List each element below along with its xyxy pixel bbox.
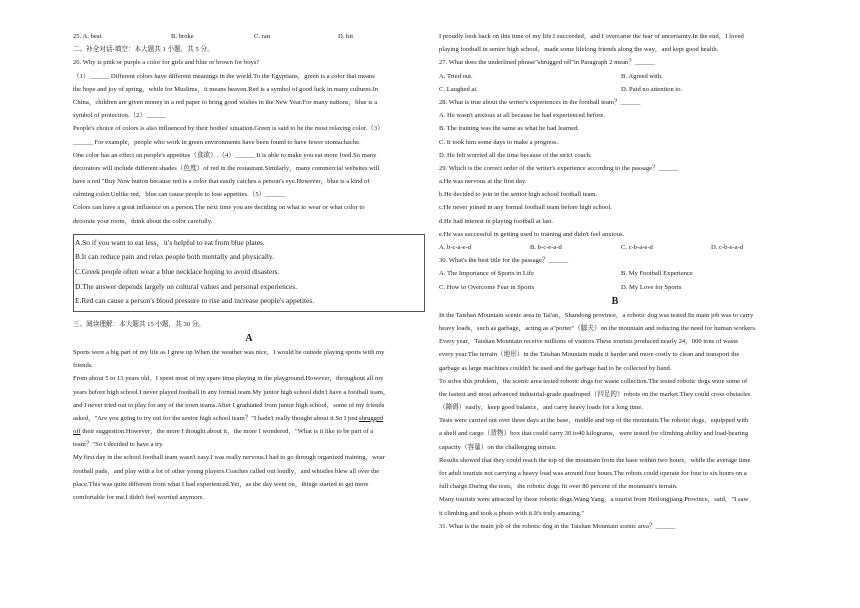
q29-item: e.He was successful in getting used to training and didn't feel anxious. [439, 230, 625, 238]
passage-b-line: it climbing and took a photo with it.It's truly amazing." [439, 509, 585, 517]
passage-a-line: team？"So I decided to have a try. [73, 441, 164, 449]
passage-b-line: In the Taishan Mountain scenic area in Tai'an，Shandong province，a robotic dog was tested.Its main job was to carry [439, 311, 754, 319]
sec2-line: China，children are given money in a red paper to bring good wishes in the New Year.For many nations，blue is a [73, 98, 378, 106]
question-25-options [73, 30, 425, 43]
q25-option-c: C. ran [254, 33, 271, 40]
section-2-title: 二、补全对话-填空：本大题共 1 小题，共 5 分。 [73, 46, 214, 54]
passage-b-line: Many tourists were attracted by these robotic dogs.Wang Yang，a tourist from Heilongjiang Province，said，"I saw [439, 496, 749, 504]
question-28: 28. What is true about the writer's experiences in the football team？______ [439, 98, 641, 106]
q29-option-b: B. b-c-e-a-d [530, 244, 562, 251]
q29-item: c.He never joined in any formal football team before high school. [439, 204, 612, 212]
passage-b-line: full charge.During the tests，the robotic dogs fit over 80 percent of the mountain's terrain. [439, 483, 678, 491]
q30-option-d: D. My Love for Sports [621, 283, 682, 291]
passage-a-line: years before high school.I never played football in any formal team.My junior high school didn't have a football team， [73, 388, 390, 396]
q29-item: b.He decided to join in the senior high school football team. [439, 191, 598, 199]
passage-a-line [73, 425, 425, 438]
passage-b-line: for adult tourists not carrying a heavy load was around four hours.The robots could operate for four to six hours on a [439, 470, 747, 477]
question-29: 29. Which is the correct order of the writer's experience according to the passage？______ [439, 164, 679, 172]
q30-options-row-2 [439, 281, 791, 294]
question-30: 30. What's the best title for the passage？______ [439, 257, 569, 265]
q29-item: d.He had interest in playing football at last. [439, 217, 554, 225]
sec2-line: decorate your room，think about the color carefully. [73, 217, 213, 225]
passage-a-line: and I never tried out to play for any of the town teams.After I graduated from junior high school，some of my friends [73, 401, 385, 409]
sec2-line: ______ For example，people who work in green environments have been found to have fewer stomachache. [73, 138, 361, 146]
q27-option-c: C. Laughed at. [439, 85, 478, 93]
passage-b-line: every year.The terrain（地形）in the Taishan Mountain made it harder and more costly to clean and transport the [439, 351, 740, 359]
q29-option-c: C. c-b-a-e-d [621, 244, 653, 251]
option-d: D.The answer depends largely on cultural values and personal experiences. [75, 281, 298, 291]
sec2-line: decorators will include different shades（色度）of red in the restaurant.Similarly，many commercial websites will [73, 164, 380, 172]
right-column [439, 30, 791, 533]
option-c: C.Greek people often wear a blue necklace hoping to avoid disasters. [75, 267, 280, 276]
q27-options-row-1 [439, 70, 791, 83]
left-column [73, 30, 425, 504]
passage-a-line: comfortable for me.I didn't feel worried anymore. [73, 494, 205, 502]
passage-b-line: capacity（容量）on the challenging terrain. [439, 443, 557, 451]
sec2-line: 26. Why is pink or purple a color for girls and blue or brown for boys? [73, 59, 260, 67]
passage-a-line: I proudly look back on this time of my life.I succeeded，and I overcame the fear of uncertainty.In the end，I loved [439, 33, 744, 40]
q30-option-c: C. How to Overcome Fear in Sports [439, 283, 535, 291]
q28-option: A. He wasn't anxious at all because he had experienced before. [439, 112, 605, 120]
passage-b-line: To solve this problem，the scenic area tested robotic dogs for waste collection.The tested robotic dogs were some of [439, 377, 748, 385]
question-31: 31. What is the main job of the robotic dog in the Taishan Mountain scenic area？______ [439, 522, 676, 530]
passage-b-line: garbage as large machines couldn't be used and the garbage had to be collected by hand. [439, 364, 672, 372]
passage-b-line: heavy loads，such as garbage，acting as a"porter"（脚夫）on the mountain and reducing the need for human workers. [439, 324, 757, 332]
passage-a-line: friends. [73, 362, 93, 370]
passage-a-line: My first day in the school football team wasn't easy.I was really nervous.I had to go through organized training，wear [73, 454, 385, 462]
q27-option-a: A. Tried out. [439, 72, 473, 80]
q30-option-b: B. My Football Experience [621, 270, 693, 278]
question-27: 27. What does the underlined phrase"shrugged off"in Paragraph 2 mean？______ [439, 59, 655, 67]
q27-options-row-2 [439, 83, 791, 96]
q28-option: D. He felt worried all the time because of the strict coach. [439, 151, 592, 159]
q27-option-b: B. Agreed with. [621, 72, 663, 80]
q29-options [439, 241, 791, 254]
underlined-phrase: shrugged [359, 414, 384, 422]
q28-option: C. It took him some days to make a progress. [439, 138, 559, 146]
sec2-line: the hope and joy of spring，while for Muslims，it means heaven.Red is a symbol of good luck in many cultures.In [73, 85, 379, 93]
passage-a-line: Sports were a big part of my life as I grew up.When the weather was nice，I would be outside playing sports with my [73, 348, 385, 356]
q28-option: B. The training was the same as what he had learned. [439, 125, 580, 133]
sec2-line: have a red "Buy Now button because red is a color that easily catches a person's eye.However，blue is a kind of [73, 178, 370, 186]
passage-b-line: Every year，Taishan Mountain receive millions of visitors.These tourists produced nearly 24，000 tons of waste [439, 338, 739, 346]
q25-option-d: D. hit [338, 33, 354, 40]
passage-a-title: A [245, 332, 253, 344]
option-a: A.So if you want to eat less，it's helpful to eat from blue plates. [75, 237, 265, 247]
passage-a-line: playing football in senior high school，made some lifelong friends along the way，and kept good health. [439, 46, 719, 54]
passage-a-text: asked，"Are you going to try out for the senior high school team？"I hadn't really thought about it.So I just [73, 414, 360, 422]
passage-a-line: football pads，and play with a lot of other young players.Coaches called out loudly，and whistles blew all over the [73, 467, 380, 475]
options-box [73, 234, 425, 312]
option-e: E.Red can cause a person's blood pressure to rise and increase people's appetites. [75, 296, 315, 306]
passage-b-line: Results showed that they could reach the top of the mountain from the base within two hours，while the average time [439, 456, 751, 464]
q30-option-a: A. The Importance of Sports in Life [439, 270, 534, 278]
q29-item: a.He was nervous at the first day. [439, 178, 527, 186]
q25-option-a: 25. A. beat [73, 33, 102, 40]
sec2-line: People's choice of colors is also influenced by their bodies' situation.Green is said to be the most relaxing color.（3） [73, 125, 384, 133]
passage-b-line: a shelf and cargo（货物）box that could carry 30 to40 kilograms，were tested for climbing ability and load-bearing [439, 430, 749, 438]
q30-options-row-1 [439, 267, 791, 280]
sec2-line: One color has an effect on people's appetites（食欲）.（4）______ It is able to make you eat more food.So many [73, 151, 377, 159]
passage-b-line: the fastest and most advanced industrial-grade quadruped（四足的）robots on the market.They could cross obstacles [439, 390, 751, 398]
sec2-line: symbol of protection.（2）______ [73, 112, 166, 120]
passage-a-line [73, 412, 425, 425]
passage-a-line: place.This was quite different from what I had experienced.Yet，as the day went on，things started to get more [73, 480, 369, 488]
option-b: B.It can reduce pain and relax people both mentally and physically. [75, 252, 274, 262]
passage-b-line: （障碍）easily，keep good balance，and carry heavy loads for a long time. [439, 404, 643, 412]
underlined-phrase-cont: off [73, 428, 81, 436]
q29-option-d: D. c-b-e-a-d [711, 244, 744, 251]
passage-a-text: their suggestion.However，the more I thought about it，the more I wondered，"What is it like to be part of a [80, 428, 374, 436]
sec2-line: （1）______ Different colors have different meanings in the world.To the Egyptians，green is a color that means [73, 72, 375, 80]
q25-option-b: B. broke [171, 33, 194, 40]
sec2-line: calming color.Unlike red，blue can cause people to lose appetites.（5）______ [73, 191, 286, 199]
passage-a-line: From about 5 to 13 years old，I spent most of my spare time playing in the playground.However，throughout all my [73, 375, 384, 383]
q27-option-d: D. Paid no attention to. [621, 85, 683, 93]
q29-option-a: A. b-c-a-e-d [439, 244, 472, 251]
section-3-title: 三、阅读理解：本大题共 15 小题，共 30 分。 [73, 320, 205, 328]
passage-b-title: B [611, 295, 619, 307]
passage-b-line: Tests were carried out over three days at the base，middle and top of the mountain.The robotic dogs，equipped with [439, 417, 749, 425]
sec2-line: Colors can have a great influence on a person.The next time you are deciding on what to wear or what color to [73, 204, 365, 212]
